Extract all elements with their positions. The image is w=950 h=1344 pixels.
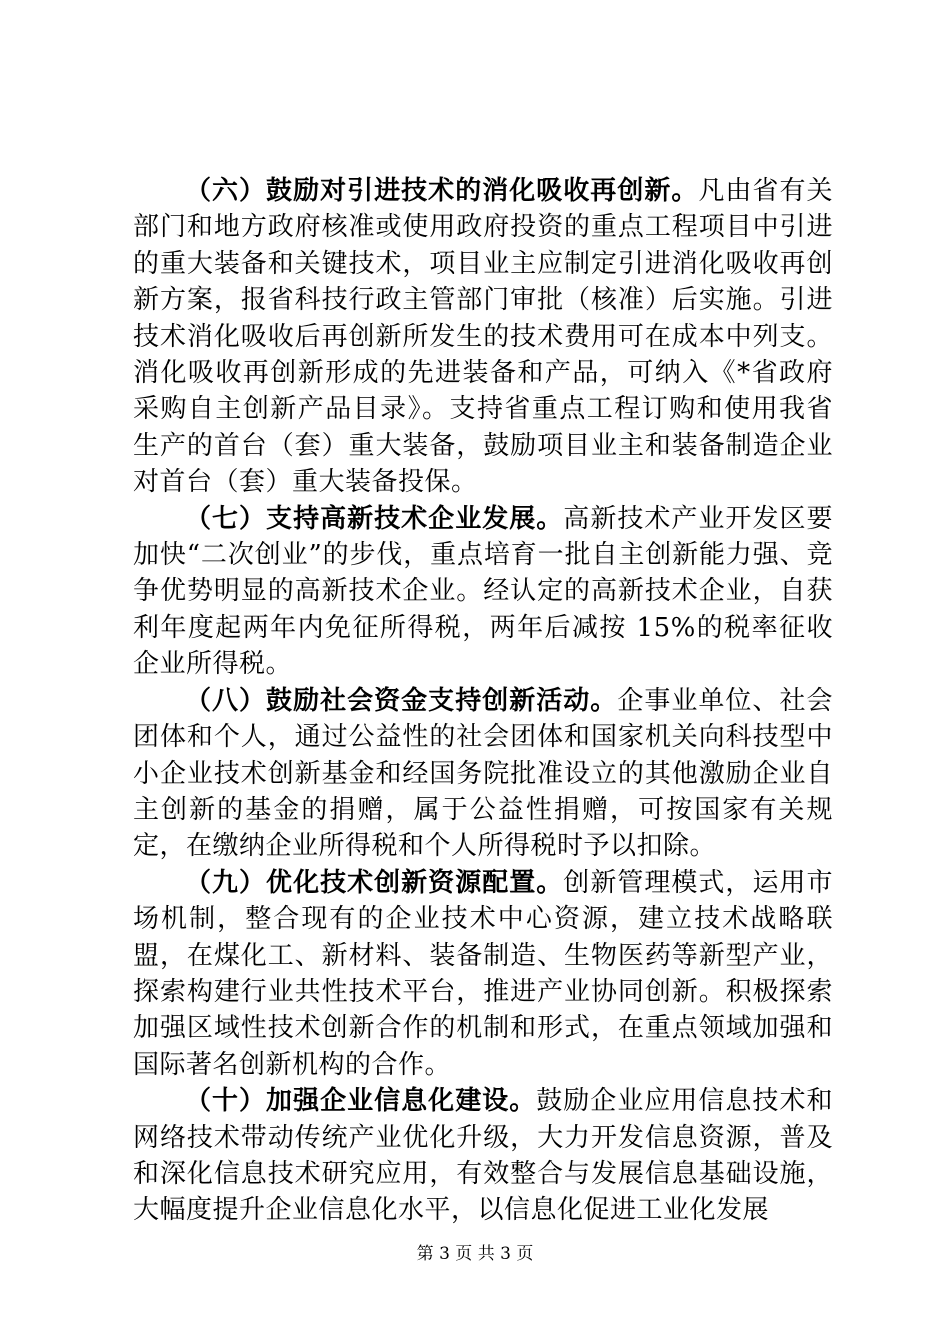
page-number-label: 第 3 页 共 3 页 xyxy=(416,1244,534,1264)
paragraph-6 xyxy=(133,173,833,501)
paragraph-text: 企事业单位、社会团体和个人，通过公益性的社会团体和国家机关向科技型中小企业技术创新基金和经国务院批准设立的其他激励企业自主创新的基金的捐赠，属于公益性捐赠，可按国家有关规定，在缴纳企业所得税和个人所得税时予以扣除。 xyxy=(133,685,833,862)
paragraph-heading: （十）加强企业信息化建设。 xyxy=(185,1086,537,1117)
paragraph-text: 创新管理模式，运用市场机制，整合现有的企业技术中心资源，建立技术战略联盟，在煤化工、新材料、装备制造、生物医药等新型产业，探索构建行业共性技术平台，推进产业协同创新。积极探索加强区域性技术创新合作的机制和形式，在重点领域加强和国际著名创新机构的合作。 xyxy=(133,867,833,1080)
paragraph-7 xyxy=(133,501,833,683)
paragraph-10 xyxy=(133,1083,833,1229)
paragraph-heading: （六）鼓励对引进技术的消化吸收再创新。 xyxy=(185,176,699,206)
page-footer xyxy=(0,1242,950,1266)
paragraph-heading: （八）鼓励社会资金支持创新活动。 xyxy=(185,685,618,716)
paragraph-9 xyxy=(133,865,833,1083)
document-body xyxy=(133,173,833,1229)
paragraph-8 xyxy=(133,683,833,865)
paragraph-text: 高新技术产业开发区要加快“二次创业”的步伐，重点培育一批自主创新能力强、竞争优势明显的高新技术企业。经认定的高新技术企业，自获利年度起两年内免征所得税，两年后减按 15%的税率征收企业所得税。 xyxy=(133,503,833,680)
paragraph-heading: （七）支持高新技术企业发展。 xyxy=(185,503,564,534)
paragraph-text: 鼓励企业应用信息技术和网络技术带动传统产业优化升级，大力开发信息资源，普及和深化信息技术研究应用，有效整合与发展信息基础设施，大幅度提升企业信息化水平，以信息化促进工业化发展 xyxy=(133,1086,833,1226)
paragraph-text: 凡由省有关部门和地方政府核准或使用政府投资的重点工程项目中引进的重大装备和关键技术，项目业主应制定引进消化吸收再创新方案，报省科技行政主管部门审批（核准）后实施。引进技术消化吸收后再创新所发生的技术费用可在成本中列支。消化吸收再创新形成的先进装备和产品，可纳入《*省政府采购自主创新产品目录》。支持省重点工程订购和使用我省生产的首台（套）重大装备，鼓励项目业主和装备制造企业对首台（套）重大装备投保。 xyxy=(133,176,833,498)
paragraph-heading: （九）优化技术创新资源配置。 xyxy=(185,867,564,898)
